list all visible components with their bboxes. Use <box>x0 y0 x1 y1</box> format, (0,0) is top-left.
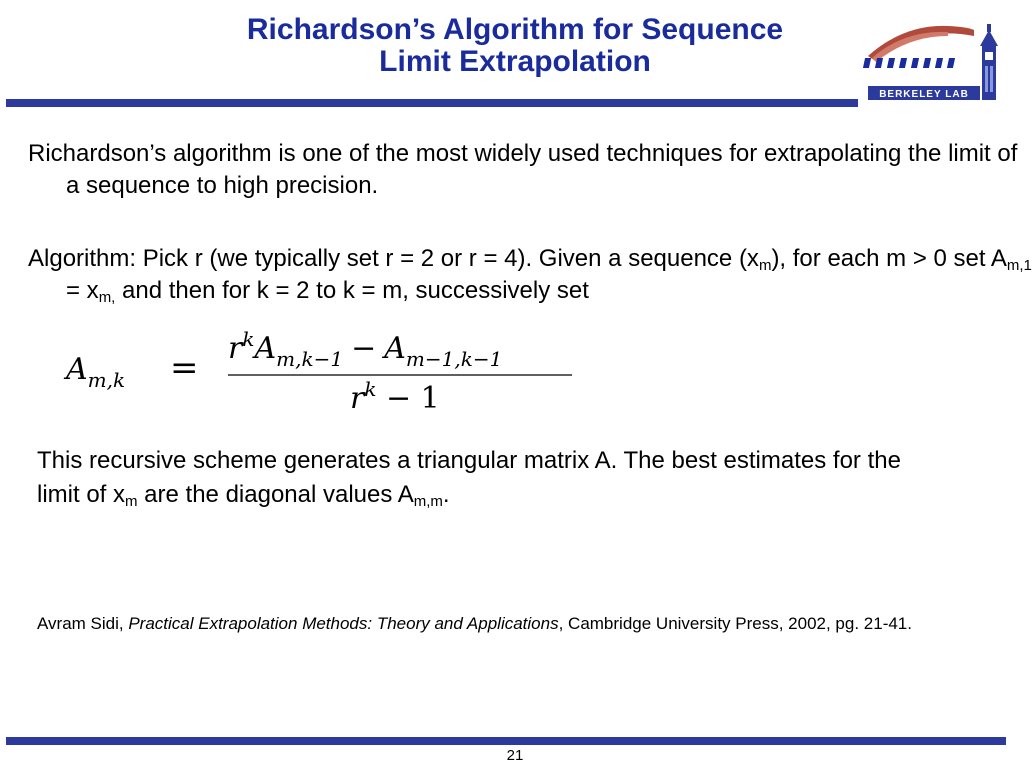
scheme-paragraph <box>37 444 937 512</box>
algorithm-text-4: and then for k = 2 to k = m, successively set <box>115 277 589 304</box>
intro-text: Richardson’s algorithm is one of the most widely used techniques for extrapolating the limit of a sequence to high precision. <box>28 140 1018 199</box>
footer-rule <box>6 737 1006 745</box>
scheme-text-3: . <box>442 481 450 508</box>
algorithm-sub-1: m <box>758 257 772 274</box>
numerator-a2: A <box>384 331 406 366</box>
numerator-a1-subscript: m,k−1 <box>276 347 344 371</box>
slide-title-line-1: Richardson’s Algorithm for Sequence <box>246 13 784 46</box>
algorithm-text-3: = x <box>66 277 99 304</box>
denominator-minus-one: − 1 <box>376 381 440 416</box>
slide-title <box>150 14 880 78</box>
equation-equals: = <box>170 348 199 388</box>
intro-paragraph <box>28 138 1036 202</box>
page-number: 21 <box>506 747 524 764</box>
equation-lhs: A <box>66 352 88 387</box>
citation-author: Avram Sidi, <box>37 614 129 633</box>
denominator-k-exponent: k <box>364 377 377 401</box>
svg-text:Am,k <box>63 352 125 392</box>
algorithm-paragraph <box>28 243 1036 307</box>
berkeley-lab-logo <box>864 16 1020 112</box>
scheme-sub-2: m,m <box>413 493 443 510</box>
citation-book-title: Practical Extrapolation Methods: Theory and Applications <box>128 614 559 633</box>
richardson-equation <box>60 324 600 424</box>
algorithm-sub-3: m, <box>98 289 116 306</box>
algorithm-text-2: ), for each m > 0 set A <box>771 245 1007 272</box>
denominator-r: r <box>350 381 365 416</box>
scheme-text-2: are the diagonal values A <box>137 481 414 508</box>
scheme-sub-1: m <box>125 493 138 510</box>
header-rule <box>6 99 858 107</box>
numerator-a1: A <box>254 331 277 366</box>
equation-lhs-subscript: m,k <box>87 368 126 392</box>
numerator-r: r <box>228 331 243 366</box>
svg-text:rkAm,k−1−Am−1,k−1 <box>228 327 502 371</box>
slide-title-line-2: Limit Extrapolation <box>379 45 651 78</box>
algorithm-text-1: Algorithm: Pick r (we typically set r = 2 or r = 4). Given a sequence (x <box>28 245 759 272</box>
algorithm-sub-2: m,1 <box>1006 257 1032 274</box>
svg-text:rk − 1 <box>350 377 440 416</box>
numerator-k-exponent: k <box>242 327 255 351</box>
citation <box>37 612 937 636</box>
numerator-minus: − <box>351 331 377 366</box>
logo-wordmark: BERKELEY LAB <box>879 89 969 100</box>
numerator-a2-subscript: m−1,k−1 <box>405 347 503 371</box>
citation-publisher: , Cambridge University Press, 2002, pg. 21-41. <box>558 614 912 633</box>
scheme-text-1: This recursive scheme generates a triangular matrix A. The best estimates for the limit of x <box>37 447 901 508</box>
